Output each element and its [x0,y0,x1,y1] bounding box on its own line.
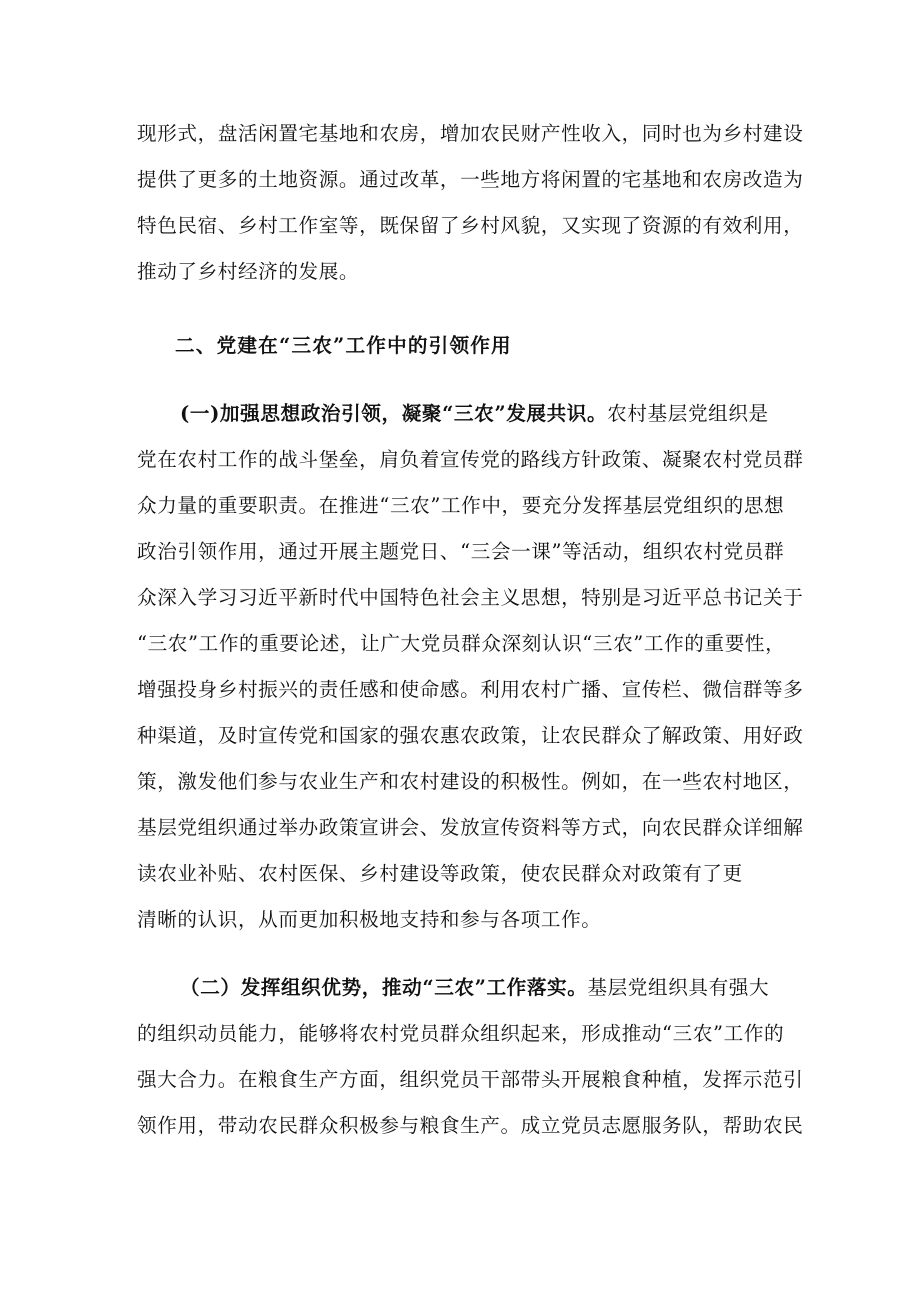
paragraph-line: 众深入学习习近平新时代中国特色社会主义思想，特别是习近平总书记关于 [137,586,804,609]
paragraph-line: 清晰的认识，从而更加积极地支持和参与各项工作。 [137,908,602,931]
subsection-title: (一)加强思想政治引领，凝聚“三农”发展共识。 [180,402,608,425]
paragraph-text: 农村基层党组织是 [607,402,769,425]
subsection-title: （二）发挥组织优势，推动“三农”工作落实。 [180,976,588,999]
paragraph-line: 现形式，盘活闲置宅基地和农房，增加农民财产性收入，同时也为乡村建设 [137,122,804,145]
paragraph-line: 政治引领作用，通过开展主题党日、“三会一课”等活动，组织农村党员群 [137,540,785,563]
paragraph-line: 强大合力。在粮食生产方面，组织党员干部带头开展粮食种植，发挥示范引 [137,1068,804,1091]
paragraph-line: 策，激发他们参与农业生产和农村建设的积极性。例如，在一些农村地区， [137,770,804,793]
paragraph-line: 读农业补贴、农村医保、乡村建设等政策，使农民群众对政策有了更 [137,862,743,885]
paragraph-line: 领作用，带动农民群众积极参与粮食生产。成立党员志愿服务队，帮助农民 [137,1114,804,1137]
paragraph-line: “三农”工作的重要论述，让广大党员群众深刻认识“三农”工作的重要性， [137,632,786,655]
subsection-first-line [180,976,769,1000]
paragraph-text: 基层党组织具有强大 [587,976,770,999]
paragraph-line: 众力量的重要职责。在推进“三农”工作中，要充分发挥基层党组织的思想 [137,494,785,517]
subsection-first-line [180,402,769,426]
section-heading: 二、党建在“三农”工作中的引领作用 [175,334,512,357]
paragraph-line: 特色民宿、乡村工作室等，既保留了乡村风貌，又实现了资源的有效利用， [137,214,804,237]
paragraph-line: 种渠道，及时宣传党和国家的强农惠农政策，让农民群众了解政策、用好政 [137,724,804,747]
paragraph-line: 提供了更多的土地资源。通过改革，一些地方将闲置的宅基地和农房改造为 [137,168,804,191]
paragraph-line: 党在农村工作的战斗堡垒，肩负着宣传党的路线方针政策、凝聚农村党员群 [137,448,804,471]
paragraph-line: 的组织动员能力，能够将农村党员群众组织起来，形成推动“三农”工作的 [137,1022,785,1045]
paragraph-line: 增强投身乡村振兴的责任感和使命感。利用农村广播、宣传栏、微信群等多 [137,678,804,701]
paragraph-line: 推动了乡村经济的发展。 [137,260,360,283]
paragraph-line: 基层党组织通过举办政策宣讲会、发放宣传资料等方式，向农民群众详细解 [137,816,804,839]
